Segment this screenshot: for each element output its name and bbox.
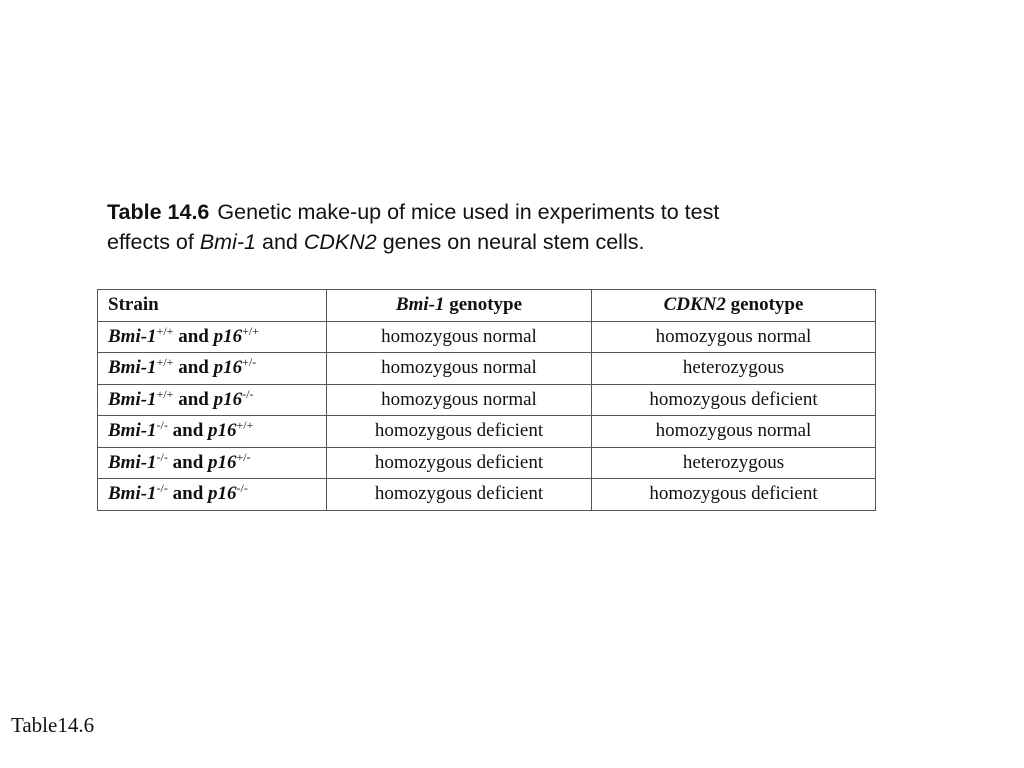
cdkn2-genotype-cell: heterozygous: [592, 447, 876, 479]
strain-conj: and: [172, 420, 204, 442]
strain-gene2: p16: [213, 325, 243, 347]
strain-allele2: -/-: [236, 481, 248, 496]
strain-gene1: Bmi-1: [108, 420, 157, 442]
cdkn2-genotype-cell: homozygous deficient: [592, 479, 876, 511]
strain-gene1: Bmi-1: [108, 357, 157, 379]
bmi1-genotype-cell: homozygous normal: [327, 353, 592, 385]
strain-allele2: -/-: [242, 386, 254, 401]
bmi1-genotype-cell: homozygous deficient: [327, 479, 592, 511]
caption-text-line1: Genetic make-up of mice used in experiments to test: [217, 200, 720, 224]
bmi1-genotype-cell: homozygous deficient: [327, 416, 592, 448]
strain-allele1: +/+: [156, 323, 174, 338]
slide-footer-label: Table14.6: [11, 713, 95, 737]
strain-allele2: +/-: [242, 355, 257, 370]
strain-conj: and: [172, 483, 204, 505]
strain-gene2: p16: [208, 483, 237, 505]
bmi1-genotype-cell: homozygous deficient: [327, 447, 592, 479]
strain-gene1: Bmi-1: [108, 451, 157, 473]
strain-gene1: Bmi-1: [108, 483, 157, 505]
strain-cell: [98, 447, 327, 479]
caption-text-end: genes on neural stem cells.: [382, 230, 645, 254]
cdkn2-genotype-cell: homozygous normal: [592, 321, 876, 353]
caption-gene-bmi1: Bmi-1: [199, 230, 256, 254]
strain-allele1: +/+: [156, 355, 174, 370]
strain-cell: [98, 384, 327, 416]
strain-gene1: Bmi-1: [108, 325, 157, 347]
strain-gene2: p16: [213, 388, 243, 410]
strain-gene2: p16: [208, 451, 237, 473]
strain-allele1: +/+: [156, 386, 174, 401]
header-cdkn2-suffix: genotype: [730, 294, 804, 316]
header-bmi1-gene: Bmi-1: [395, 294, 445, 316]
bmi1-genotype-cell: homozygous normal: [327, 384, 592, 416]
header-cdkn2-gene: CDKN2: [663, 294, 726, 316]
strain-conj: and: [178, 388, 209, 410]
strain-gene1: Bmi-1: [108, 388, 157, 410]
strain-conj: and: [178, 357, 209, 379]
header-bmi1-genotype: [327, 290, 592, 322]
strain-cell: [98, 416, 327, 448]
strain-gene2: p16: [213, 357, 243, 379]
bmi1-genotype-cell: homozygous normal: [327, 321, 592, 353]
table-row: [98, 321, 876, 353]
table-header-row: [98, 290, 876, 322]
table-row: [98, 479, 876, 511]
strain-gene2: p16: [208, 420, 237, 442]
header-strain: Strain: [98, 290, 327, 322]
strain-allele1: -/-: [156, 481, 168, 496]
cdkn2-genotype-cell: heterozygous: [592, 353, 876, 385]
strain-allele1: -/-: [156, 449, 168, 464]
genotype-table: [97, 289, 876, 511]
strain-conj: and: [178, 325, 209, 347]
strain-allele2: +/+: [236, 418, 254, 433]
strain-cell: [98, 479, 327, 511]
table-row: [98, 447, 876, 479]
strain-cell: [98, 353, 327, 385]
table-row: [98, 384, 876, 416]
header-cdkn2-genotype: [592, 290, 876, 322]
table-row: [98, 416, 876, 448]
cdkn2-genotype-cell: homozygous normal: [592, 416, 876, 448]
strain-conj: and: [172, 451, 204, 473]
caption-gene-cdkn2: CDKN2: [303, 230, 377, 254]
strain-cell: [98, 321, 327, 353]
strain-allele2: +/-: [236, 449, 251, 464]
strain-allele1: -/-: [156, 418, 168, 433]
caption-text-and: and: [261, 230, 298, 254]
table-caption: [107, 197, 907, 257]
strain-allele2: +/+: [242, 323, 259, 338]
caption-text-effects-of: effects of: [107, 230, 194, 254]
header-bmi1-suffix: genotype: [449, 294, 523, 316]
caption-label: Table 14.6: [107, 200, 210, 224]
table-row: [98, 353, 876, 385]
cdkn2-genotype-cell: homozygous deficient: [592, 384, 876, 416]
